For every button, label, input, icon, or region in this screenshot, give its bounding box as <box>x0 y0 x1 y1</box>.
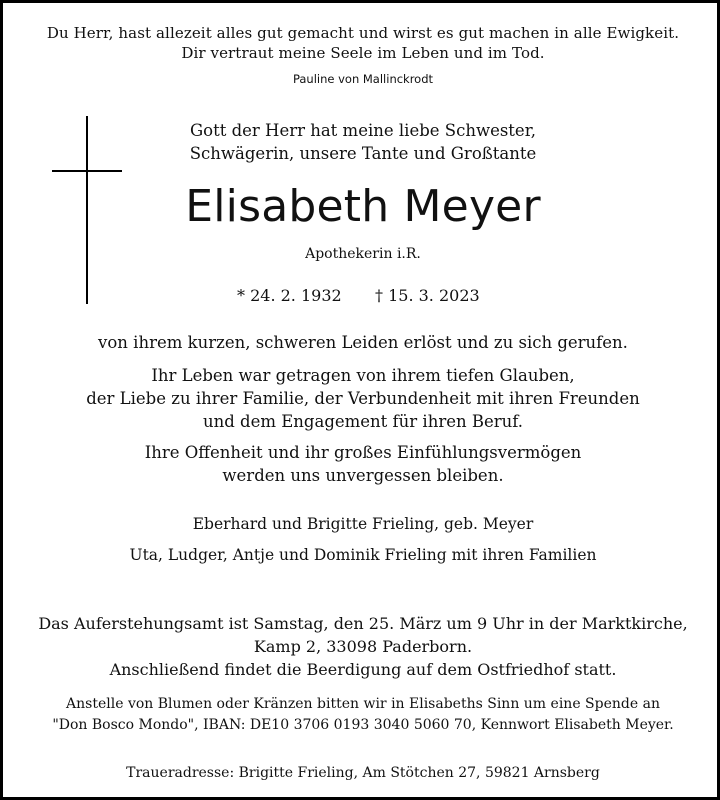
motto-line-2: Dir vertraut meine Seele im Leben und im Tod. <box>181 44 545 62</box>
cross-icon-bar <box>52 170 122 172</box>
body-paragraph-1-line: der Liebe zu ihrer Familie, der Verbundenheit mit ihren Freunden <box>86 389 640 408</box>
deceased-occupation: Apothekerin i.R. <box>305 246 421 262</box>
mourning-address: Traueradresse: Brigitte Frieling, Am Stötchen 27, 59821 Arnsberg <box>126 765 600 781</box>
body-paragraph-1-line: Ihr Leben war getragen von ihrem tiefen Glauben, <box>151 366 575 385</box>
service-line: Anschließend findet die Beerdigung auf dem Ostfriedhof statt. <box>109 660 617 679</box>
body-paragraph-2-line: Ihre Offenheit und ihr großes Einfühlungsvermögen <box>144 443 582 462</box>
body-paragraph-1-line: und dem Engagement für ihren Beruf. <box>202 412 524 431</box>
death-date: † 15. 3. 2023 <box>375 286 480 305</box>
body-paragraph-2-line: werden uns unvergessen bleiben. <box>222 466 504 485</box>
family-line-1: Eberhard und Brigitte Frieling, geb. Meyer <box>192 515 534 533</box>
donation-line: Anstelle von Blumen oder Kränzen bitten wir in Elisabeths Sinn um eine Spende an <box>66 696 660 712</box>
motto-source: Pauline von Mallinckrodt <box>292 72 434 86</box>
intro-line-2: Schwägerin, unsere Tante und Großtante <box>189 144 537 163</box>
family-line-2: Uta, Ludger, Antje und Dominik Frieling mit ihren Familien <box>129 546 597 564</box>
birth-date: * 24. 2. 1932 <box>237 286 342 305</box>
intro-line-1: Gott der Herr hat meine liebe Schwester, <box>189 121 537 140</box>
service-line: Das Auferstehungsamt ist Samstag, den 25. März um 9 Uhr in der Marktkirche, <box>38 614 688 633</box>
donation-line: "Don Bosco Mondo", IBAN: DE10 3706 0193 3040 5060 70, Kennwort Elisabeth Meyer. <box>52 717 674 733</box>
service-line: Kamp 2, 33098 Paderborn. <box>253 637 473 656</box>
deceased-name: Elisabeth Meyer <box>185 181 541 232</box>
motto-line-1: Du Herr, hast allezeit alles gut gemacht und wirst es gut machen in alle Ewigkeit. <box>46 24 680 42</box>
body-line-1: von ihrem kurzen, schweren Leiden erlöst und zu sich gerufen. <box>98 333 628 352</box>
